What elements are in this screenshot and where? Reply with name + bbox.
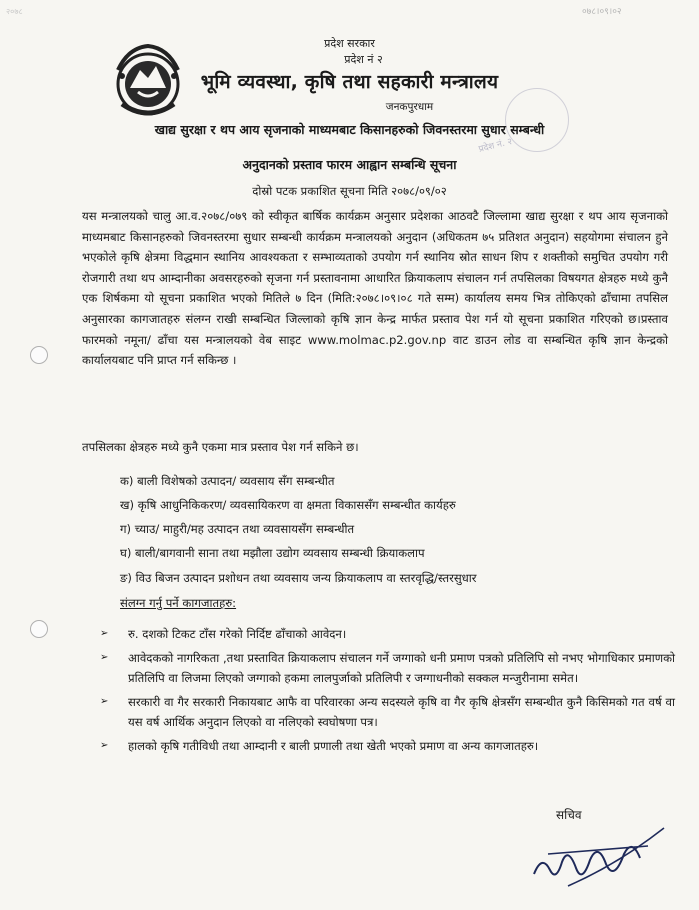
category-item: ङ) विउ बिजन उत्पादन प्रशोधन तथा व्यवसाय जन्य क्रियाकलाप वा स्तरवृद्धि/स्तरसुधार <box>120 571 477 585</box>
punch-hole-icon <box>30 346 48 364</box>
list-item <box>100 648 675 688</box>
handwritten-signature <box>528 824 668 892</box>
document-text: रु. दशको टिकट टाँस गरेको निर्दिष्ट ढाँचाको आवेदन। <box>128 627 347 641</box>
document-text: हालको कृषि गतीविधी तथा आम्दानी र बाली प्रणाली तथा खेती भएको प्रमाण वा अन्य कागजातहरु। <box>128 739 539 753</box>
ministry-title: भूमि व्यवस्था, कृषि तथा सहकारी मन्त्रालय <box>200 71 499 93</box>
document-text: सरकारी वा गैर सरकारी निकायबाट आफै वा परिवारका अन्य सदस्यले कृषि वा गैर कृषि क्षेत्रसँग सम्बन्धीत कुनै किसिमको गत वर्ष वा यस वर्ष आर्थिक अनुदान लिएको वा नलिएको स्वघोषणा पत्र। <box>128 695 675 729</box>
punch-hole-icon <box>30 620 48 638</box>
intro-sentence: तपसिलका क्षेत्रहरु मध्ये कुनै एकमा मात्र प्रस्ताव पेश गर्न सकिने छ। <box>82 440 359 454</box>
arrow-bullet-icon: ➢ <box>100 696 109 707</box>
city-label: जनकपुरधाम <box>385 101 434 113</box>
reference-mark: ०७८।०९।०२ <box>582 7 622 17</box>
government-label: प्रदेश सरकार <box>324 37 375 50</box>
subject-line-2: अनुदानको प्रस्ताव फारम आह्वान सम्बन्धि सूचना <box>242 157 457 172</box>
document-text: आवेदकको नागरिकता ,तथा प्रस्तावित क्रियाकलाप संचालन गर्ने जग्गाको धनी प्रमाण पत्रको प्रतिलिपि सो नभए भोगाधिकार प्रमाणको प्रतिलिपि वा लिजमा लिएको जग्गाको हकमा लालपुर्जाको प्रतिलिपी र जग्गाधनीको सक्कल मन्जुरीनामा समेत। <box>128 651 675 685</box>
province-label: प्रदेश नं २ <box>344 53 383 66</box>
category-item: घ) बाली/बागवानी साना तथा मझौला उद्योग व्यवसाय सम्बन्धी क्रियाकलाप <box>120 546 425 560</box>
arrow-bullet-icon: ➢ <box>100 652 109 663</box>
office-stamp-icon <box>505 88 569 152</box>
body-paragraph: यस मन्त्रालयको चालु आ.व.२०७८/०७९ को स्वीकृत बार्षिक कार्यक्रम अनुसार प्रदेशका आठवटै जिल्लामा खाद्य सुरक्षा र थप आय सृजनाको माध्यमबाट किसानहरुको जिवनस्तरमा सुधार सम्बन्धी कार्यक्रम मन्त्रालयको अनुदान (अधिकतम ७५ प्रतिशत अनुदान) सहयोगमा संचालन हुने भएकोले कृषि क्षेत्रमा विद्धमान स्थानिय आवश्यकता र सम्भाव्यताको उपयोग गर्न स्थानिय स्रोत साधन शिप र शक्तीको समुचित उपयोग गरी रोजगारी तथा थप आम्दानीका अवसरहरुको सृजना गर्न प्रस्तावनामा आधारित क्रियाकलाप संचालन गर्न तपसिलका विषयगत क्षेत्रहरु मध्ये कुनै एक शिर्षकमा यो सूचना प्रकाशित भएको मितिले ७ दिन (मिति:२०७८।०९।०८ गते सम्म) कार्यालय समय भित्र तोकिएको ढाँचामा तपसिल अनुसारका कागजातहरु संलग्न राखी सम्बन्धित जिल्लाको कृषि ज्ञान केन्द्र मार्फत प्रस्ताव पेश गर्न यो सूचना प्रकाशित गरिएको छ।प्रस्ताव फारमको नमूना/ ढाँचा यस मन्त्रालयको वेब साइट www.molmac.p2.gov.np वाट डाउन लोड वा सम्बन्धित कृषि ज्ञान केन्द्रको कार्यालयबाट पनि प्राप्त गर्न सकिन्छ । <box>82 209 668 368</box>
arrow-bullet-icon: ➢ <box>100 628 109 639</box>
category-item: ख) कृषि आधुनिकिकरण/ व्यवसायिकरण वा क्षमता विकाससँग सम्बन्धीत कार्यहरु <box>120 498 456 512</box>
subject-line-1: खाद्य सुरक्षा र थप आय सृजनाको माध्यमबाट किसानहरुको जिवनस्तरमा सुधार सम्बन्धी <box>154 122 545 137</box>
category-item: क) बाली विशेषको उत्पादन/ व्यवसाय सँग सम्बन्धीत <box>120 474 335 488</box>
arrow-bullet-icon: ➢ <box>100 740 109 751</box>
signatory-title: सचिव <box>556 808 582 822</box>
list-item <box>100 736 675 756</box>
category-item: ग) च्याउ/ माहुरी/मह उत्पादन तथा व्यवसायसँग सम्बन्धीत <box>120 522 355 536</box>
attachments-heading: संलग्न गर्नु पर्ने कागजातहरु: <box>120 596 237 610</box>
stamp-text: प्रदेश नं. २ <box>477 136 514 155</box>
corner-mark: २०७८ <box>6 7 23 16</box>
documents-list <box>100 624 675 760</box>
published-date: दोस्रो पटक प्रकाशित सूचना मिति २०७८/०९/०२ <box>252 184 447 198</box>
list-item <box>100 624 675 644</box>
list-item <box>100 692 675 732</box>
